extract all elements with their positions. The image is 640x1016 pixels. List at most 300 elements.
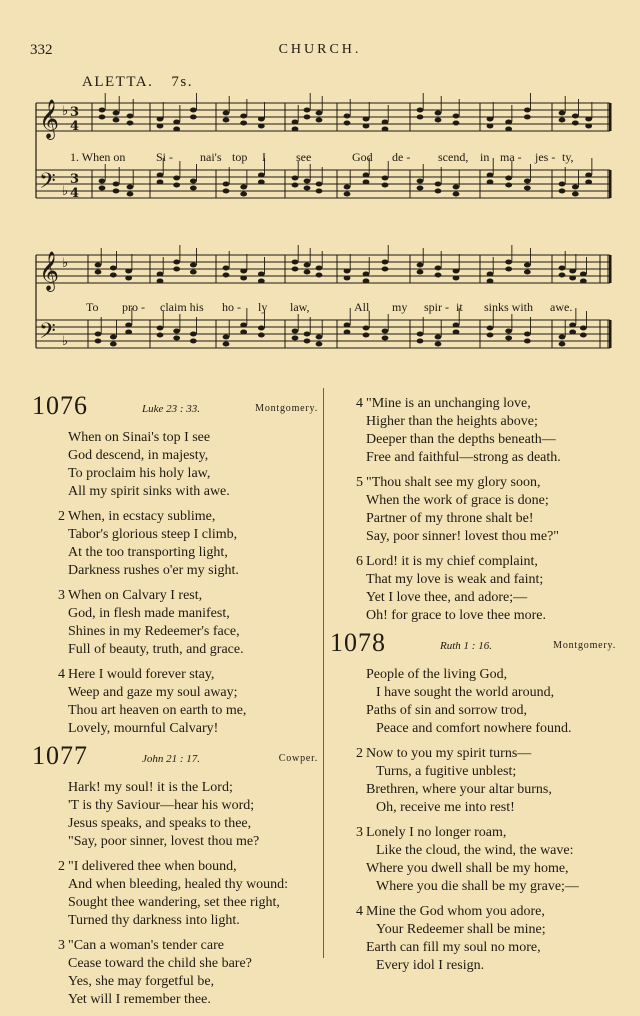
note-head bbox=[572, 185, 579, 190]
note-head bbox=[258, 117, 265, 122]
note-head bbox=[223, 342, 230, 347]
note-head bbox=[157, 124, 164, 129]
note-head bbox=[585, 117, 592, 122]
note-head bbox=[99, 108, 106, 113]
left-column bbox=[32, 391, 322, 1016]
hymn-number: 1076 bbox=[32, 391, 88, 420]
flat-sign: ♭ bbox=[62, 184, 69, 199]
hymn-heading bbox=[32, 741, 322, 779]
verse-line: Oh, receive me into rest! bbox=[376, 800, 515, 815]
note-head bbox=[363, 173, 370, 178]
stanza bbox=[32, 779, 322, 851]
note-head bbox=[524, 339, 531, 344]
verse-line: Like the cloud, the wind, the wave: bbox=[376, 843, 574, 858]
note-head bbox=[304, 263, 311, 268]
note-head bbox=[95, 263, 102, 268]
note-head bbox=[344, 121, 351, 126]
note-head bbox=[99, 186, 106, 191]
verse-line: "Thou shalt see my glory soon, bbox=[366, 475, 541, 490]
note-head bbox=[316, 335, 323, 340]
note-head bbox=[572, 121, 579, 126]
note-head bbox=[524, 108, 531, 113]
stanza-number: 5 bbox=[356, 475, 363, 490]
stanza bbox=[32, 508, 322, 580]
note-head bbox=[585, 173, 592, 178]
note-head bbox=[258, 173, 265, 178]
note-head bbox=[127, 192, 134, 197]
verse-line: 'T is thy Saviour—hear his word; bbox=[68, 798, 255, 813]
note-head bbox=[258, 279, 265, 284]
verse-line: Turned thy darkness into light. bbox=[68, 913, 240, 928]
note-head bbox=[435, 342, 442, 347]
verse-line: Where you dwell shall be my home, bbox=[366, 861, 569, 876]
note-head bbox=[125, 269, 132, 274]
verse-line: "Mine is an unchanging love, bbox=[366, 396, 531, 411]
verse-line: To proclaim his holy law, bbox=[68, 466, 211, 481]
hymn-1076 bbox=[32, 391, 322, 738]
note-head bbox=[580, 272, 587, 277]
verse-line: Earth can fill my soul no more, bbox=[366, 940, 541, 955]
lyric-syllable: ho - bbox=[222, 300, 241, 314]
verse-line: Yet will I remember thee. bbox=[68, 992, 211, 1007]
note-head bbox=[157, 117, 164, 122]
hymn-number: 1077 bbox=[32, 741, 88, 770]
note-head bbox=[505, 183, 512, 188]
note-head bbox=[316, 273, 323, 278]
note-head bbox=[435, 273, 442, 278]
verse-line: Tabor's glorious steep I climb, bbox=[68, 527, 238, 542]
note-head bbox=[580, 279, 587, 284]
running-head: CHURCH. bbox=[278, 42, 362, 57]
final-bar bbox=[609, 170, 612, 198]
note-head bbox=[258, 326, 265, 331]
bass-clef: 𝄢 bbox=[39, 169, 56, 199]
note-head bbox=[559, 335, 566, 340]
lyric-syllable: in bbox=[480, 150, 490, 164]
note-head bbox=[505, 120, 512, 125]
lyric-syllable: top bbox=[232, 150, 248, 164]
scripture-reference: Luke 23 : 33. bbox=[142, 403, 201, 415]
flat-sign: ♭ bbox=[62, 104, 69, 119]
verse-line: Deeper than the depths beneath— bbox=[366, 432, 556, 447]
note-head bbox=[382, 127, 389, 132]
note-head bbox=[292, 127, 299, 132]
note-head bbox=[223, 189, 230, 194]
verse-line: Turns, a fugitive unblest; bbox=[376, 764, 517, 779]
lyric-syllable: spir - bbox=[424, 300, 449, 314]
note-head bbox=[569, 330, 576, 335]
lyric-syllable: To bbox=[86, 300, 99, 314]
column-divider bbox=[323, 388, 324, 958]
stanza-lines bbox=[366, 824, 620, 896]
note-head bbox=[240, 114, 247, 119]
stanza-lines bbox=[68, 858, 322, 930]
verse-line: Yes, she may forgetful be, bbox=[68, 974, 215, 989]
lyric-syllable: ly bbox=[258, 300, 268, 314]
note-head bbox=[382, 329, 389, 334]
stanza-lines bbox=[68, 587, 322, 659]
lyric-syllable: law, bbox=[290, 300, 310, 314]
note-head bbox=[505, 329, 512, 334]
verse-line: When the work of grace is done; bbox=[366, 493, 549, 508]
note-head bbox=[113, 118, 120, 123]
note-head bbox=[559, 342, 566, 347]
time-signature: 3 bbox=[70, 172, 80, 187]
verse-line: And when bleeding, healed thy wound: bbox=[68, 877, 289, 892]
note-head bbox=[417, 263, 424, 268]
lyric-syllable: ty, bbox=[562, 150, 574, 164]
note-head bbox=[157, 333, 164, 338]
note-head bbox=[344, 114, 351, 119]
scripture-reference: Ruth 1 : 16. bbox=[440, 640, 492, 652]
note-head bbox=[173, 329, 180, 334]
note-head bbox=[524, 332, 531, 337]
note-head bbox=[240, 269, 247, 274]
hymn-heading bbox=[32, 391, 322, 429]
verse-line: Brethren, where your altar burns, bbox=[366, 782, 552, 797]
note-head bbox=[127, 121, 134, 126]
note-head bbox=[524, 270, 531, 275]
note-head bbox=[417, 186, 424, 191]
verse-line: That my love is weak and faint; bbox=[366, 572, 544, 587]
treble-clef: 𝄞 bbox=[39, 99, 60, 139]
stanza bbox=[330, 903, 620, 975]
verse-line: When, in ecstacy sublime, bbox=[68, 509, 216, 524]
note-head bbox=[258, 180, 265, 185]
note-head bbox=[316, 266, 323, 271]
note-head bbox=[190, 332, 197, 337]
stanza-number bbox=[330, 666, 366, 738]
verse-line: God descend, in majesty, bbox=[68, 448, 209, 463]
note-head bbox=[487, 326, 494, 331]
verse-line: Now to you my spirit turns— bbox=[366, 746, 532, 761]
stanza-number: 3 bbox=[58, 588, 65, 603]
note-head bbox=[316, 118, 323, 123]
note-head bbox=[505, 260, 512, 265]
lyric-syllable: scend, bbox=[438, 150, 469, 164]
note-head bbox=[157, 272, 164, 277]
note-head bbox=[292, 329, 299, 334]
verse-line: Sought thee wandering, set thee right, bbox=[68, 895, 280, 910]
note-head bbox=[435, 111, 442, 116]
note-head bbox=[190, 179, 197, 184]
verse-line: Cease toward the child she bare? bbox=[68, 956, 252, 971]
stanza-lines bbox=[68, 779, 322, 851]
note-head bbox=[157, 173, 164, 178]
note-head bbox=[453, 323, 460, 328]
time-signature: 4 bbox=[70, 186, 80, 201]
verse-line: Say, poor sinner! lovest thou me?" bbox=[366, 529, 559, 544]
note-head bbox=[157, 180, 164, 185]
note-head bbox=[223, 182, 230, 187]
note-head bbox=[453, 269, 460, 274]
music-score bbox=[0, 0, 640, 380]
note-head bbox=[190, 339, 197, 344]
tune-meter: 7s. bbox=[171, 74, 193, 90]
note-head bbox=[580, 326, 587, 331]
time-signature: 4 bbox=[70, 119, 80, 134]
final-bar bbox=[609, 103, 612, 131]
note-head bbox=[572, 192, 579, 197]
note-head bbox=[304, 332, 311, 337]
note-head bbox=[258, 272, 265, 277]
note-head bbox=[240, 323, 247, 328]
treble-clef: 𝄞 bbox=[39, 251, 60, 291]
note-head bbox=[453, 192, 460, 197]
stanza bbox=[32, 587, 322, 659]
note-head bbox=[316, 111, 323, 116]
stanza-number: 3 bbox=[356, 825, 363, 840]
stanza-lines bbox=[68, 937, 322, 1009]
note-head bbox=[99, 115, 106, 120]
note-head bbox=[363, 180, 370, 185]
note-head bbox=[435, 189, 442, 194]
stanza-number: 2 bbox=[356, 746, 363, 761]
note-head bbox=[487, 272, 494, 277]
flat-sign: ♭ bbox=[62, 256, 69, 271]
note-head bbox=[292, 267, 299, 272]
note-head bbox=[99, 179, 106, 184]
note-head bbox=[417, 339, 424, 344]
hymn-heading bbox=[330, 628, 620, 666]
right-column bbox=[330, 395, 620, 982]
stanza-number: 6 bbox=[356, 554, 363, 569]
lyric-syllable: pro - bbox=[122, 300, 145, 314]
note-head bbox=[190, 108, 197, 113]
note-head bbox=[223, 273, 230, 278]
note-head bbox=[505, 127, 512, 132]
bass-clef: 𝄢 bbox=[39, 319, 56, 349]
note-head bbox=[173, 127, 180, 132]
note-head bbox=[487, 124, 494, 129]
verse-line: When on Calvary I rest, bbox=[68, 588, 203, 603]
note-head bbox=[113, 182, 120, 187]
verse-line: Every idol I resign. bbox=[376, 958, 485, 973]
note-head bbox=[95, 332, 102, 337]
stanza bbox=[32, 666, 322, 738]
note-head bbox=[580, 333, 587, 338]
note-head bbox=[344, 330, 351, 335]
verse-line: Thou art heaven on earth to me, bbox=[68, 703, 247, 718]
note-head bbox=[157, 326, 164, 331]
note-head bbox=[157, 279, 164, 284]
note-head bbox=[240, 276, 247, 281]
note-head bbox=[95, 339, 102, 344]
note-head bbox=[363, 124, 370, 129]
note-head bbox=[363, 279, 370, 284]
lyric-syllable: ma - bbox=[500, 150, 522, 164]
note-head bbox=[363, 272, 370, 277]
note-head bbox=[258, 124, 265, 129]
lyric-syllable: God bbox=[352, 150, 373, 164]
note-head bbox=[173, 120, 180, 125]
note-head bbox=[569, 269, 576, 274]
stanza-number bbox=[32, 779, 68, 851]
hymn-author: Cowper. bbox=[278, 753, 318, 764]
verse-line: Paths of sin and sorrow trod, bbox=[366, 703, 527, 718]
note-head bbox=[190, 263, 197, 268]
scripture-reference: John 21 : 17. bbox=[142, 753, 201, 765]
stanza bbox=[330, 745, 620, 817]
note-head bbox=[190, 115, 197, 120]
note-head bbox=[585, 124, 592, 129]
note-head bbox=[223, 335, 230, 340]
hymn-author: Montgomery. bbox=[255, 403, 318, 414]
stanza-number bbox=[32, 429, 68, 501]
stanza-lines bbox=[68, 508, 322, 580]
note-head bbox=[487, 333, 494, 338]
note-head bbox=[572, 114, 579, 119]
lyric-syllable: my bbox=[392, 300, 408, 314]
verse-line: Free and faithful—strong as death. bbox=[366, 450, 561, 465]
lyric-syllable: jes - bbox=[535, 150, 556, 164]
note-head bbox=[382, 120, 389, 125]
note-head bbox=[316, 189, 323, 194]
verse-line: "Can a woman's tender care bbox=[68, 938, 224, 953]
note-head bbox=[292, 336, 299, 341]
flat-sign: ♭ bbox=[62, 334, 69, 349]
note-head bbox=[487, 173, 494, 178]
note-head bbox=[417, 108, 424, 113]
verse-line: Jesus speaks, and speaks to thee, bbox=[68, 816, 252, 831]
note-head bbox=[223, 266, 230, 271]
note-head bbox=[316, 342, 323, 347]
lyric-syllable: de - bbox=[392, 150, 411, 164]
note-head bbox=[110, 273, 117, 278]
stanza-lines bbox=[366, 903, 620, 975]
note-head bbox=[292, 183, 299, 188]
note-head bbox=[524, 263, 531, 268]
stanza-number: 2 bbox=[58, 859, 65, 874]
verse-line: Partner of my throne shalt be! bbox=[366, 511, 534, 526]
note-head bbox=[304, 108, 311, 113]
note-head bbox=[240, 330, 247, 335]
verse-line: Your Redeemer shall be mine; bbox=[376, 922, 546, 937]
stanza bbox=[330, 666, 620, 738]
note-head bbox=[453, 276, 460, 281]
note-head bbox=[417, 332, 424, 337]
note-head bbox=[344, 276, 351, 281]
lyric-syllable: I bbox=[262, 150, 266, 164]
stanza-number: 4 bbox=[356, 904, 363, 919]
verse-line: Yet I love thee, and adore;— bbox=[366, 590, 528, 605]
note-head bbox=[304, 270, 311, 275]
verse-line: Shines in my Redeemer's face, bbox=[68, 624, 240, 639]
lyric-syllable: 1. When on bbox=[70, 150, 126, 164]
note-head bbox=[524, 115, 531, 120]
stanza-lines bbox=[366, 745, 620, 817]
hymn-1078 bbox=[330, 628, 620, 975]
note-head bbox=[127, 185, 134, 190]
note-head bbox=[344, 185, 351, 190]
note-head bbox=[435, 335, 442, 340]
note-head bbox=[569, 276, 576, 281]
note-head bbox=[113, 111, 120, 116]
stanza-lines bbox=[68, 666, 322, 738]
note-head bbox=[417, 115, 424, 120]
note-head bbox=[487, 117, 494, 122]
note-head bbox=[344, 192, 351, 197]
note-head bbox=[382, 260, 389, 265]
note-head bbox=[173, 267, 180, 272]
note-head bbox=[453, 330, 460, 335]
hymn-number: 1078 bbox=[330, 628, 386, 657]
verse-line: Lord! it is my chief complaint, bbox=[366, 554, 538, 569]
note-head bbox=[344, 323, 351, 328]
verse-line: Weep and gaze my soul away; bbox=[68, 685, 238, 700]
note-head bbox=[240, 121, 247, 126]
note-head bbox=[292, 260, 299, 265]
stanza-lines bbox=[68, 429, 322, 501]
verse-line: "I delivered thee when bound, bbox=[68, 859, 237, 874]
page-number: 332 bbox=[30, 42, 53, 58]
verse-line: Mine the God whom you adore, bbox=[366, 904, 545, 919]
verse-line: At the too transporting light, bbox=[68, 545, 228, 560]
verse-line: I have sought the world around, bbox=[376, 685, 555, 700]
stanza bbox=[330, 474, 620, 546]
stanza bbox=[330, 553, 620, 625]
note-head bbox=[173, 336, 180, 341]
note-head bbox=[363, 326, 370, 331]
note-head bbox=[382, 336, 389, 341]
note-head bbox=[559, 182, 566, 187]
stanza-number: 4 bbox=[58, 667, 65, 682]
note-head bbox=[240, 185, 247, 190]
hymn-1077 bbox=[32, 741, 322, 1009]
note-head bbox=[344, 269, 351, 274]
verse-line: Lovely, mournful Calvary! bbox=[68, 721, 219, 736]
note-head bbox=[453, 185, 460, 190]
lyric-syllable: it bbox=[456, 300, 463, 314]
note-head bbox=[110, 335, 117, 340]
note-head bbox=[240, 192, 247, 197]
note-head bbox=[453, 121, 460, 126]
note-head bbox=[559, 273, 566, 278]
note-head bbox=[505, 267, 512, 272]
note-head bbox=[304, 186, 311, 191]
stanza-number: 2 bbox=[58, 509, 65, 524]
verse-line: Higher than the heights above; bbox=[366, 414, 538, 429]
lyric-syllable: claim his bbox=[160, 300, 204, 314]
note-head bbox=[223, 111, 230, 116]
verse-line: "Say, poor sinner, lovest thou me? bbox=[68, 834, 260, 849]
note-head bbox=[316, 182, 323, 187]
note-head bbox=[559, 111, 566, 116]
note-head bbox=[127, 114, 134, 119]
tune-name: ALETTA. bbox=[82, 74, 154, 90]
note-head bbox=[304, 339, 311, 344]
note-head bbox=[487, 279, 494, 284]
stanza-lines bbox=[366, 553, 620, 625]
note-head bbox=[125, 276, 132, 281]
lyric-syllable: sinks with bbox=[484, 300, 534, 314]
note-head bbox=[173, 260, 180, 265]
note-head bbox=[173, 176, 180, 181]
stanza-number: 3 bbox=[58, 938, 65, 953]
note-head bbox=[113, 189, 120, 194]
note-head bbox=[487, 180, 494, 185]
note-head bbox=[363, 333, 370, 338]
stanza bbox=[32, 858, 322, 930]
note-head bbox=[417, 179, 424, 184]
verse-line: Hark! my soul! it is the Lord; bbox=[68, 780, 233, 795]
note-head bbox=[382, 267, 389, 272]
note-head bbox=[559, 266, 566, 271]
note-head bbox=[125, 323, 132, 328]
note-head bbox=[505, 176, 512, 181]
lyric-syllable: awe. bbox=[550, 300, 573, 314]
lyric-syllable: see bbox=[296, 150, 312, 164]
